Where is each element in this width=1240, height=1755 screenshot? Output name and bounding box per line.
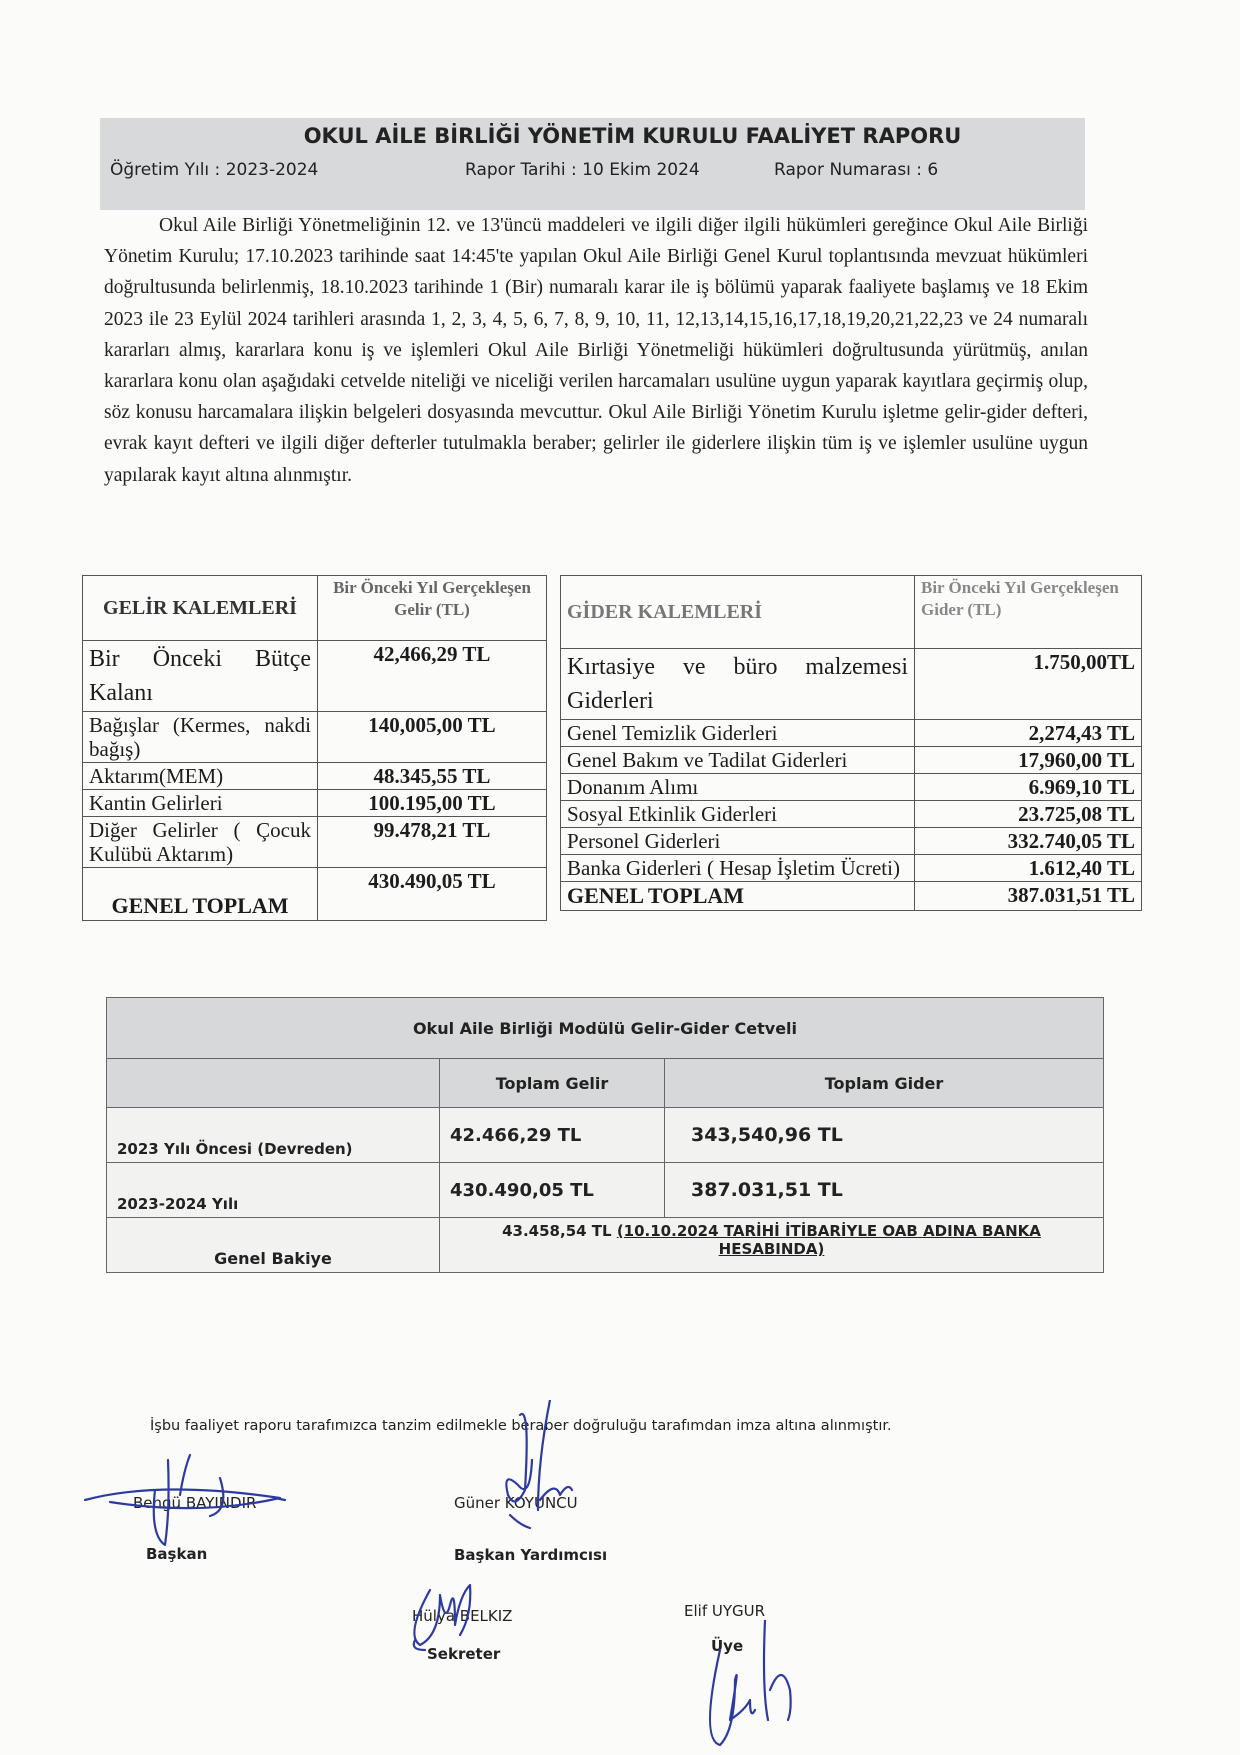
signatory-name-president: Bengü BAYINDIR — [133, 1494, 257, 1512]
expense-value: 2,274,43 TL — [915, 720, 1142, 747]
expense-item: Kırtasiye ve büro malzemesi Giderleri — [561, 649, 915, 720]
body-paragraph: Okul Aile Birliği Yönetmeliğinin 12. ve 13'üncü maddeleri ve ilgili diğer ilgili hükümleri gereğince Okul Aile Birliği Yönetim Kurulu; 17.10.2023 tarihinde saat 14:45'te yapılan Okul Aile Birliği Genel Kurul toplantısında mevzuat hükümleri doğrultusunda belirlenmiş, 18.10.2023 tarihinde 1 (Bir) numaralı karar ile iş bölümü yaparak faaliyete başlamış ve 18 Ekim 2023 ile 23 Eylül 2024 tarihleri arasında 1, 2, 3, 4, 5, 6, 7, 8, 9, 10, 11, 12,13,14,15,16,17,18,19,20,21,22,23 ve 24 numaralı kararları almış, kararlara konu iş ve işlemleri Okul Aile Birliği Yönetmeliği hükümleri doğrultusunda yürütmüş, anılan kararlara konu olan aşağıdaki cetvelde niteliği ve niceliği verilen harcamaları usulüne uygun yaparak kayıtlara geçirmiş olup, söz konusu harcamalara ilişkin belgeleri dosyasında mevcuttur. Okul Aile Birliği Yönetim Kurulu işletme gelir-gider defteri, evrak kayıt defteri ve ilgili diğer defterler tutulmakla beraber; gelirler ile giderlere ilişkin tüm iş ve işlemler usulüne uygun yapılarak kayıt altına alınmıştır. — [104, 215, 1088, 486]
income-value: 140,005,00 TL — [318, 712, 547, 763]
table-row — [83, 712, 547, 763]
report-header — [100, 118, 1085, 210]
table-row — [107, 1163, 1104, 1218]
signature-president-icon — [80, 1450, 310, 1550]
balance-note: (10.10.2024 TARİHİ İTİBARİYLE OAB ADINA BANKA HESABINDA) — [616, 1222, 1041, 1258]
report-title: OKUL AİLE BİRLİĞİ YÖNETİM KURULU FAALİYET RAPORU — [303, 124, 962, 148]
expense-value: 332.740,05 TL — [915, 828, 1142, 855]
income-item: Kantin Gelirleri — [83, 790, 318, 817]
signatory-name-secretary: Hülya BELKIZ — [412, 1607, 513, 1625]
income-item: Aktarım(MEM) — [83, 763, 318, 790]
table-row — [83, 790, 547, 817]
summary-row-expense: 387.031,51 TL — [665, 1163, 1104, 1218]
summary-row-label: 2023 Yılı Öncesi (Devreden) — [107, 1108, 440, 1163]
expense-total-label: GENEL TOPLAM — [561, 882, 915, 911]
income-item: Bağışlar (Kermes, nakdi bağış) — [83, 712, 318, 763]
summary-title: Okul Aile Birliği Modülü Gelir-Gider Cetveli — [107, 998, 1104, 1059]
expense-item: Banka Giderleri ( Hesap İşletim Ücreti) — [561, 855, 915, 882]
table-row — [107, 1108, 1104, 1163]
expense-item: Genel Bakım ve Tadilat Giderleri — [561, 747, 915, 774]
expense-value: 23.725,08 TL — [915, 801, 1142, 828]
summary-row-income: 42.466,29 TL — [440, 1108, 665, 1163]
table-row — [561, 774, 1142, 801]
summary-head-blank — [107, 1059, 440, 1108]
expense-table — [560, 575, 1142, 911]
signatory-name-vice-president: Güner KOYUNCU — [454, 1494, 578, 1512]
signatory-role-president: Başkan — [146, 1545, 208, 1563]
income-value: 100.195,00 TL — [318, 790, 547, 817]
table-row — [83, 763, 547, 790]
income-total-label: GENEL TOPLAM — [83, 868, 318, 921]
expense-item: Donanım Alımı — [561, 774, 915, 801]
signature-statement: İşbu faaliyet raporu tarafımızca tanzim edilmekle beraber doğruluğu tarafımdan imza altına alınmıştır. — [150, 1418, 892, 1434]
summary-col-income: Toplam Gelir — [440, 1059, 665, 1108]
table-row — [561, 747, 1142, 774]
table-row — [83, 641, 547, 712]
income-value: 48.345,55 TL — [318, 763, 547, 790]
summary-head-row — [107, 1059, 1104, 1108]
balance-label: Genel Bakiye — [107, 1218, 440, 1273]
income-item: Diğer Gelirler ( Çocuk Kulübü Aktarım) — [83, 817, 318, 868]
signature-member-icon — [690, 1620, 800, 1755]
income-total-row — [83, 868, 547, 921]
summary-row-label: 2023-2024 Yılı — [107, 1163, 440, 1218]
signatory-name-member: Elif UYGUR — [684, 1602, 766, 1620]
summary-row-income: 430.490,05 TL — [440, 1163, 665, 1218]
academic-year: Öğretim Yılı : 2023-2024 — [110, 160, 319, 180]
expense-value: 1.612,40 TL — [915, 855, 1142, 882]
expense-header-label: GİDER KALEMLERİ — [561, 576, 915, 649]
expense-total-value: 387.031,51 TL — [915, 882, 1142, 911]
expense-header-value: Bir Önceki Yıl Gerçekleşen Gider (TL) — [915, 576, 1142, 649]
summary-table — [106, 997, 1104, 1273]
income-header-label: GELİR KALEMLERİ — [83, 576, 318, 641]
income-total-value: 430.490,05 TL — [318, 868, 547, 921]
report-date: Rapor Tarihi : 10 Ekim 2024 — [465, 160, 700, 180]
expense-total-row — [561, 882, 1142, 911]
income-item: Bir Önceki Bütçe Kalanı — [83, 641, 318, 712]
balance-value — [440, 1218, 1104, 1273]
income-table — [82, 575, 547, 921]
summary-row-expense: 343,540,96 TL — [665, 1108, 1104, 1163]
signature-vice-president-icon — [460, 1400, 580, 1530]
report-number: Rapor Numarası : 6 — [774, 160, 939, 180]
signature-secretary-icon — [400, 1565, 500, 1655]
income-header-value: Bir Önceki Yıl Gerçekleşen Gelir (TL) — [318, 576, 547, 641]
table-row — [561, 855, 1142, 882]
summary-col-expense: Toplam Gider — [665, 1059, 1104, 1108]
income-value: 42,466,29 TL — [318, 641, 547, 712]
balance-row — [107, 1218, 1104, 1273]
expense-item: Genel Temizlik Giderleri — [561, 720, 915, 747]
signatory-role-secretary: Sekreter — [427, 1645, 501, 1663]
expense-table-header — [561, 576, 1142, 649]
balance-amount: 43.458,54 TL — [502, 1222, 612, 1240]
signatory-role-member: Üye — [711, 1637, 744, 1655]
table-row — [561, 649, 1142, 720]
expense-item: Personel Giderleri — [561, 828, 915, 855]
summary-title-row — [107, 998, 1104, 1059]
expense-value: 1.750,00TL — [915, 649, 1142, 720]
signatory-role-vice-president: Başkan Yardımcısı — [454, 1546, 608, 1564]
table-row — [561, 801, 1142, 828]
expense-value: 17,960,00 TL — [915, 747, 1142, 774]
table-row — [561, 828, 1142, 855]
table-row — [561, 720, 1142, 747]
table-row — [83, 817, 547, 868]
expense-item: Sosyal Etkinlik Giderleri — [561, 801, 915, 828]
income-table-header — [83, 576, 547, 641]
income-value: 99.478,21 TL — [318, 817, 547, 868]
expense-value: 6.969,10 TL — [915, 774, 1142, 801]
